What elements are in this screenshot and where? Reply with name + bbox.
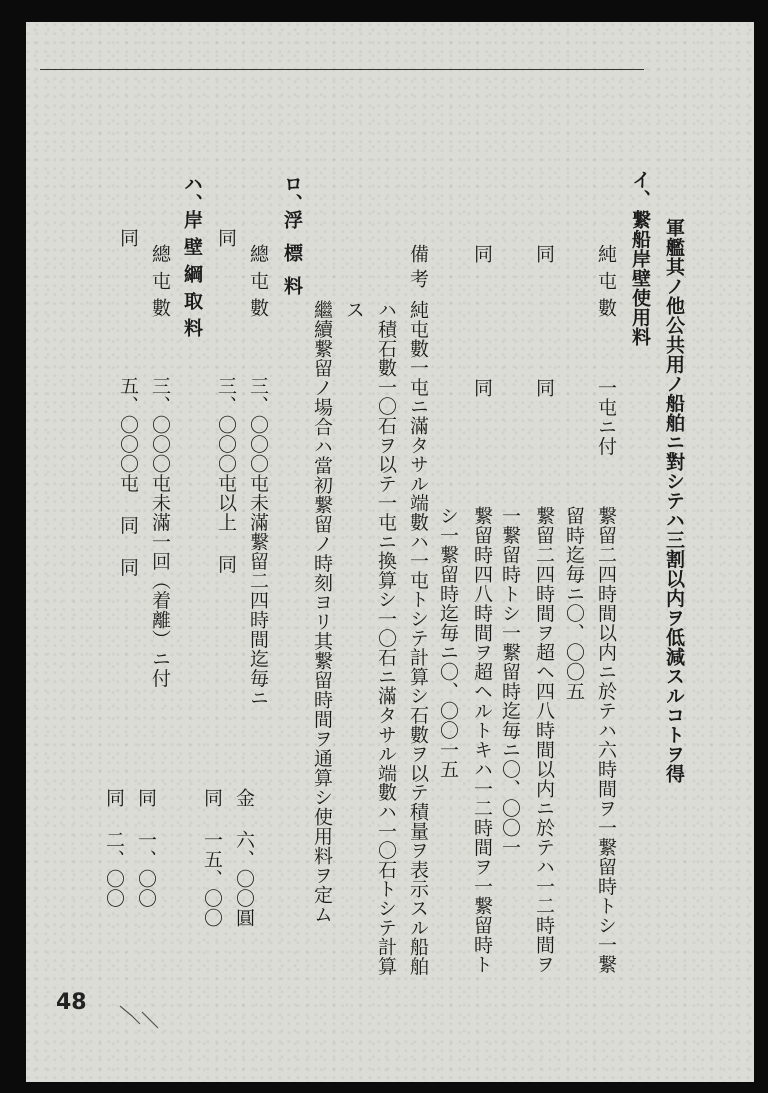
section-ha-marker: ハ、	[181, 174, 203, 213]
ha-row-1-text: 三、〇〇〇屯未滿一回（着離）ニ付	[149, 376, 171, 688]
top-rule	[40, 69, 644, 70]
ha-row-1-label: 總屯數	[149, 244, 171, 325]
note-line-2: ハ積石數一〇石ヲ以テ一屯ニ換算シ一〇石ニ滿タサル端數ハ一〇石トシテ計算	[375, 300, 397, 976]
note-line-4: 繼續繋留ノ場合ハ當初繋留ノ時刻ヨリ其繋留時間ヲ通算シ使用料ヲ定ム	[311, 300, 333, 924]
row-2-text-cont: 一繋留時トシ一繋留時迄毎ニ〇、〇〇一	[499, 506, 521, 857]
ha-row-2-text: 五、〇〇〇屯 同 同	[117, 376, 139, 577]
ha-row-2-amount: 同 二、〇〇	[103, 788, 125, 908]
ha-row-2-label: 同	[117, 228, 139, 248]
ro-row-2-text: 三、〇〇〇屯以上 同	[215, 376, 237, 574]
section-ha-heading: 岸壁綱取料	[181, 210, 203, 345]
note-line-1: 純屯數一屯ニ滿タサル端數ハ一屯トシテ計算シ石數ヲ以テ積量ヲ表示スル船舶	[407, 300, 429, 976]
row-2-text: 繋留二四時間ヲ超ヘ四八時間以内ニ於テハ一二時間ヲ	[533, 506, 555, 974]
section-ro-marker: ロ、	[281, 174, 303, 213]
note-label: 備考	[407, 244, 429, 294]
row-3-basis: 同	[471, 378, 493, 398]
row-1-basis: 一屯ニ付	[595, 378, 617, 456]
ro-row-1-amount: 金 六、〇〇圓	[233, 788, 255, 928]
row-3-text: 繋留時四八時間ヲ超ヘルトキハ一二時間ヲ一繋留時ト	[471, 506, 493, 974]
row-1-text-cont: 留時迄毎ニ〇、〇〇五	[563, 506, 585, 701]
section-i-heading: 繋船岸壁使用料	[629, 210, 651, 347]
section-i-marker: イ、	[629, 170, 651, 209]
pencil-mark-icon	[118, 1002, 166, 1034]
row-3-label: 同	[471, 244, 493, 264]
row-1-text: 繋留二四時間以内ニ於テハ六時間ヲ一繋留時トシ一繋	[595, 506, 617, 974]
ro-row-1-label: 總屯數	[247, 244, 269, 325]
row-3-text-cont: シ一繋留時迄毎ニ〇、〇〇一五	[437, 506, 459, 779]
document-title: 軍艦其ノ他公共用ノ船舶ニ對シテハ三割以内ヲ低減スルコトヲ得	[663, 218, 685, 784]
row-2-label: 同	[533, 244, 555, 264]
ro-row-2-label: 同	[215, 228, 237, 248]
ro-row-2-amount: 同 一五、〇〇	[201, 788, 223, 928]
document-page	[26, 22, 754, 1082]
section-ro-heading: 浮標料	[281, 210, 303, 309]
row-2-basis: 同	[533, 378, 555, 398]
page-number: 48	[56, 990, 87, 1015]
row-1-label: 純屯數	[595, 244, 617, 325]
ha-row-1-amount: 同 一、〇〇	[135, 788, 157, 908]
note-line-3: ス	[343, 300, 365, 320]
ro-row-1-text: 三、〇〇〇屯未滿繋留二四時間迄毎ニ	[247, 376, 269, 708]
